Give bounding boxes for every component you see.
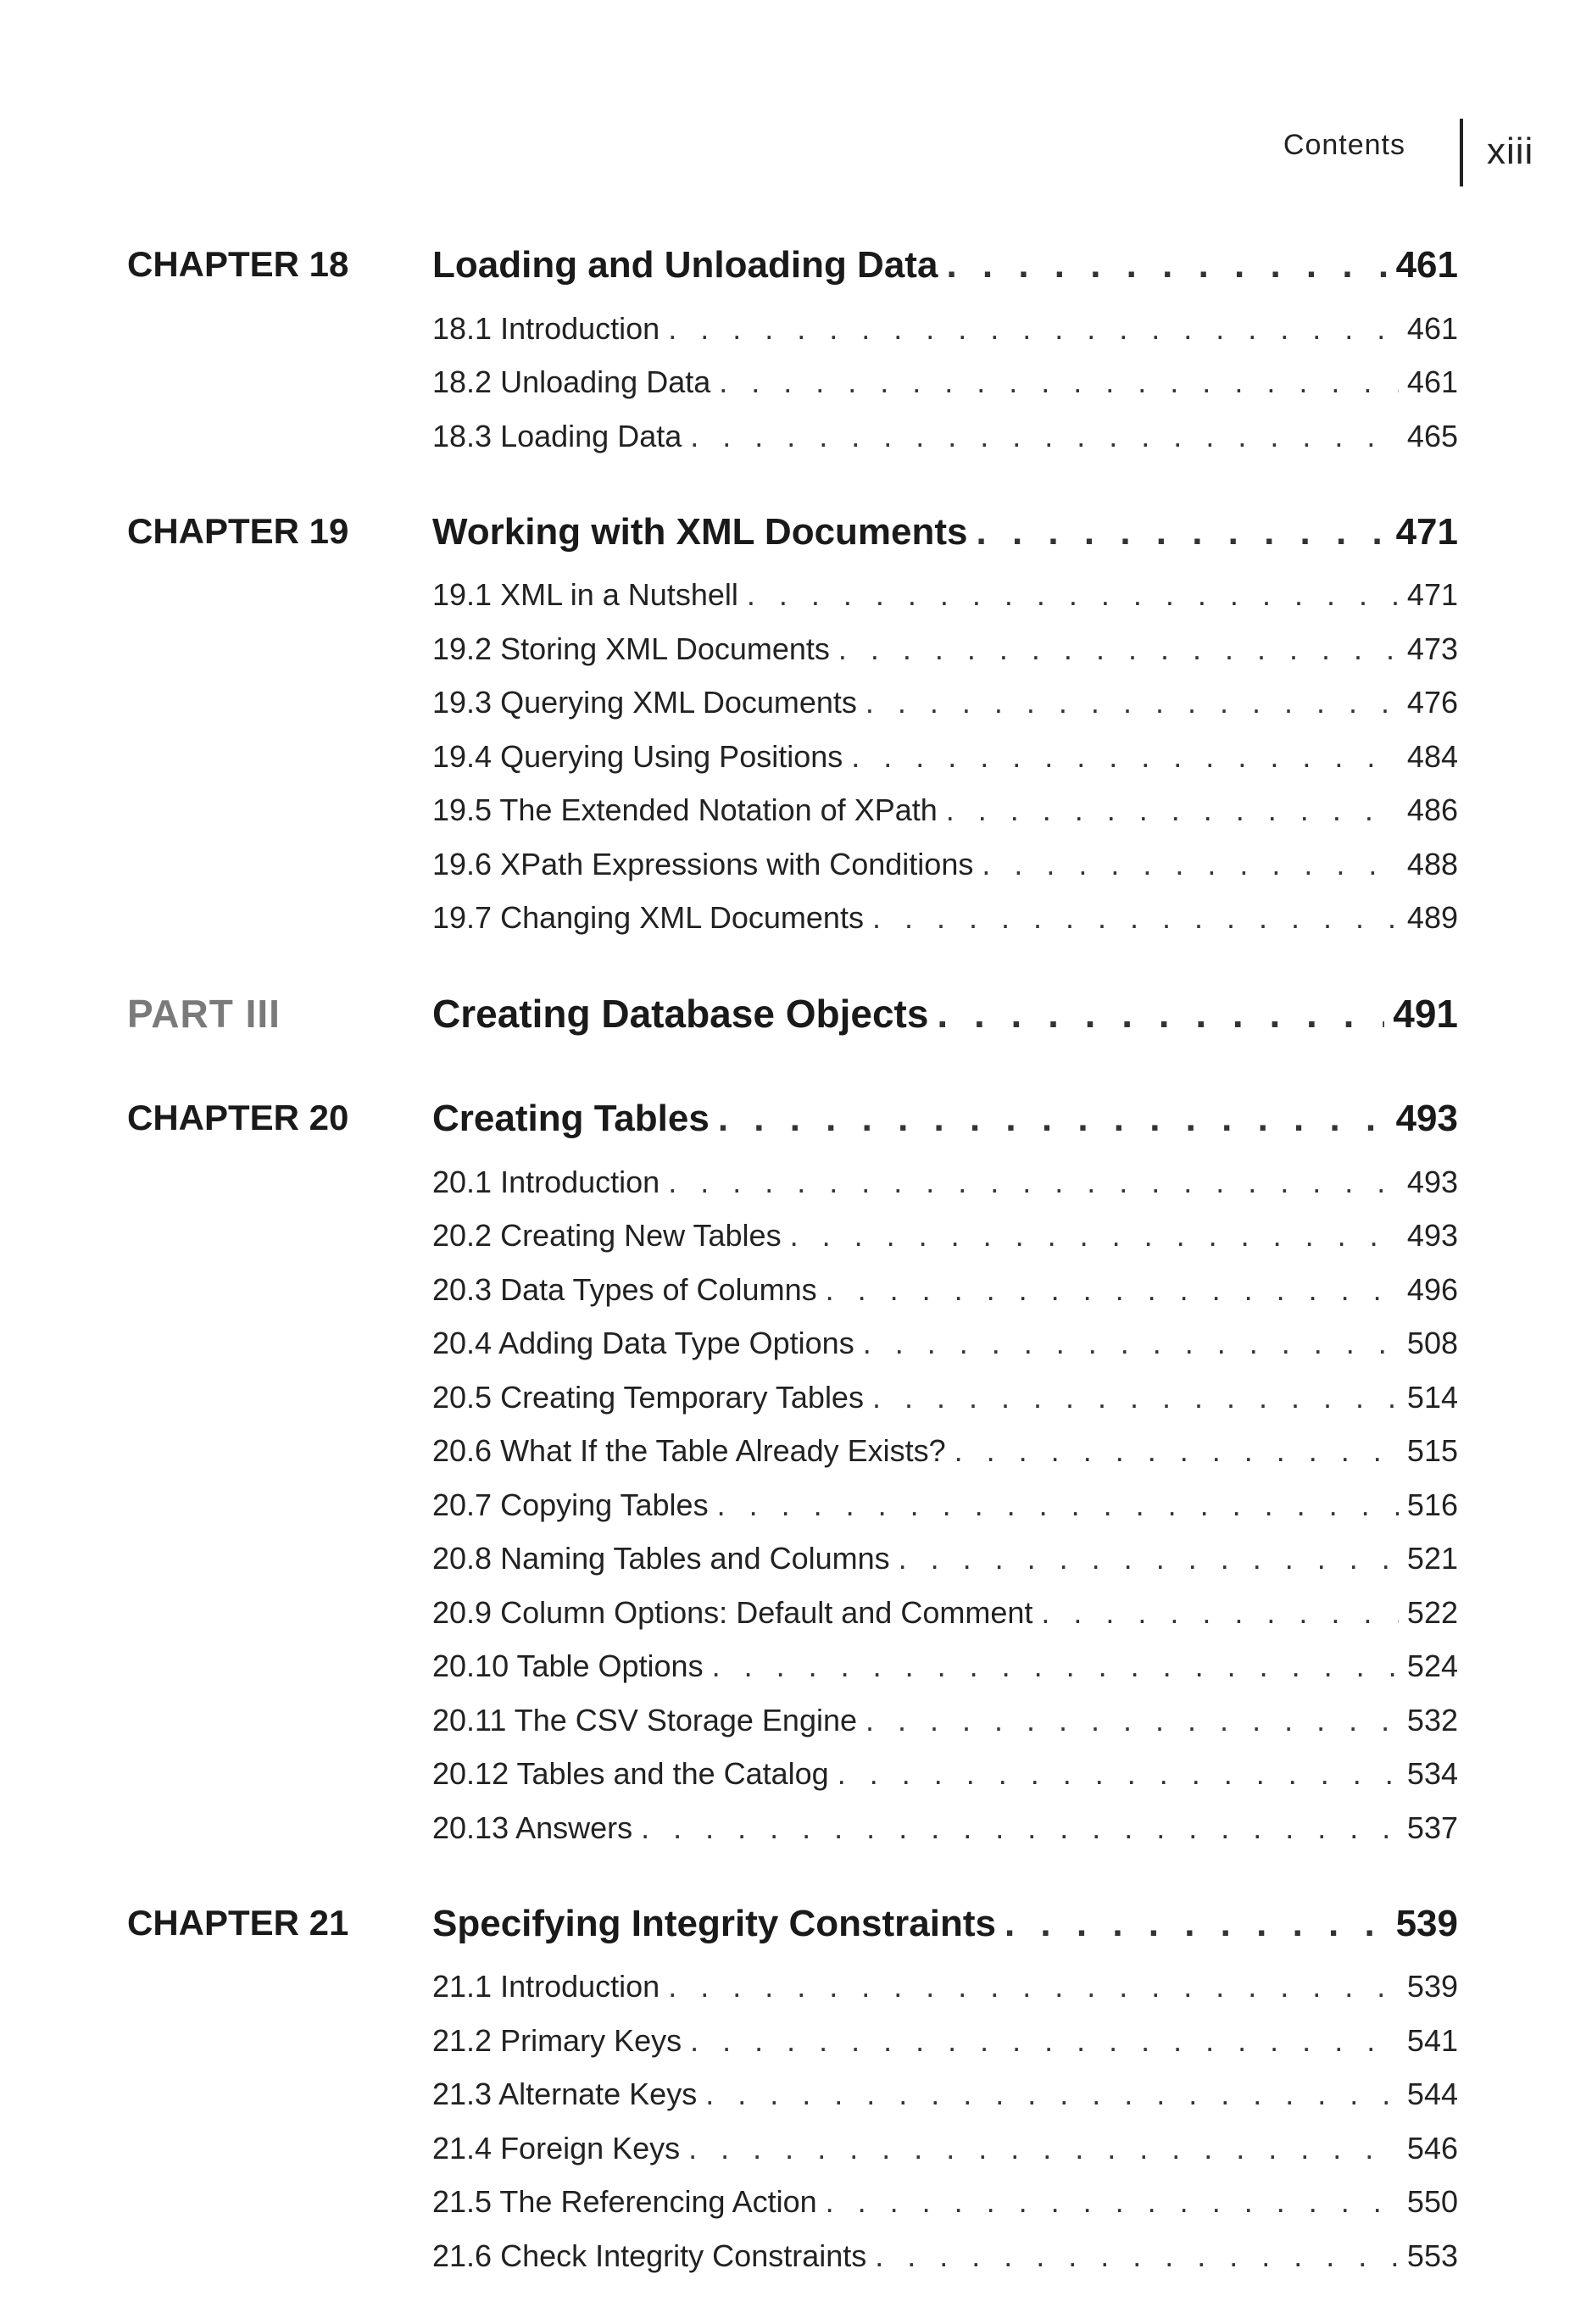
section-row — [432, 2014, 1458, 2068]
section-page-number: 546 — [1406, 2130, 1458, 2166]
dot-leader — [838, 631, 1399, 667]
section-title: 18.3 Loading Data — [432, 418, 682, 453]
chapter-heading-row — [432, 1082, 1458, 1155]
section-page-number: 461 — [1406, 364, 1458, 400]
dot-leader — [826, 2184, 1399, 2220]
section-row — [432, 1263, 1458, 1317]
dot-leader — [865, 1703, 1399, 1738]
chapter-label: CHAPTER 19 — [127, 510, 349, 551]
chapter-entries — [432, 496, 1458, 946]
section-page-number: 489 — [1406, 900, 1458, 936]
dot-leader — [946, 792, 1399, 828]
dot-leader — [690, 419, 1399, 454]
chapter-title: Creating Tables — [432, 1098, 710, 1139]
dot-leader — [719, 364, 1399, 400]
section-row — [432, 2229, 1458, 2283]
dot-leader — [1005, 1903, 1388, 1945]
section-row — [432, 1370, 1458, 1425]
section-page-number: 496 — [1406, 1271, 1458, 1307]
section-title: 20.11 The CSV Storage Engine — [432, 1702, 858, 1737]
dot-leader — [977, 511, 1388, 553]
section-row — [432, 1748, 1458, 1802]
section-title: 21.3 Alternate Keys — [432, 2077, 698, 2112]
section-page-number: 471 — [1406, 577, 1458, 613]
section-row — [432, 784, 1458, 838]
section-row — [432, 356, 1458, 410]
section-page-number: 550 — [1406, 2184, 1458, 2220]
section-page-number: 521 — [1406, 1541, 1458, 1576]
dot-leader — [863, 1326, 1399, 1361]
section-title: 20.8 Naming Tables and Columns — [432, 1541, 890, 1576]
section-page-number: 493 — [1406, 1218, 1458, 1254]
section-title: 20.2 Creating New Tables — [432, 1218, 782, 1254]
section-row — [432, 1155, 1458, 1209]
chapter-heading-row — [432, 1888, 1458, 1960]
section-row — [432, 1478, 1458, 1532]
section-title: 18.1 Introduction — [432, 310, 660, 346]
section-title: 20.4 Adding Data Type Options — [432, 1326, 854, 1361]
dot-leader — [946, 244, 1387, 286]
section-title: 20.1 Introduction — [432, 1164, 660, 1199]
section-page-number: 516 — [1406, 1487, 1458, 1522]
section-page-number: 522 — [1406, 1594, 1458, 1630]
chapter-label: CHAPTER 20 — [127, 1098, 349, 1137]
section-page-number: 553 — [1406, 2238, 1458, 2273]
section-title: 21.2 Primary Keys — [432, 2022, 682, 2058]
section-title: 20.13 Answers — [432, 1810, 633, 1845]
chapter-page-number: 493 — [1395, 1098, 1458, 1139]
dot-leader — [668, 1165, 1399, 1200]
dot-leader — [705, 2077, 1399, 2112]
dot-leader — [641, 1810, 1399, 1846]
section-page-number: 524 — [1406, 1648, 1458, 1684]
chapter-entries — [432, 229, 1458, 464]
section-page-number: 532 — [1406, 1702, 1458, 1737]
chapter-title: Working with XML Documents — [432, 510, 968, 553]
dot-leader — [826, 1272, 1399, 1308]
dot-leader — [899, 1541, 1399, 1576]
section-title: 20.5 Creating Temporary Tables — [432, 1379, 864, 1415]
dot-leader — [954, 1433, 1399, 1469]
section-title: 19.5 The Extended Notation of XPath — [432, 792, 938, 828]
chapter-heading-row — [432, 496, 1458, 569]
section-row — [432, 569, 1458, 623]
section-title: 21.4 Foreign Keys — [432, 2130, 681, 2166]
section-title: 20.3 Data Types of Columns — [432, 1271, 817, 1307]
dot-leader — [668, 311, 1399, 347]
section-page-number: 493 — [1406, 1164, 1458, 1199]
chapter-title: Creating Database Objects — [432, 992, 929, 1036]
section-page-number: 486 — [1406, 792, 1458, 828]
chapter-page-number: 471 — [1395, 510, 1458, 553]
table-of-contents — [127, 229, 1458, 2316]
chapter-label: CHAPTER 21 — [127, 1902, 349, 1943]
section-page-number: 539 — [1406, 1969, 1458, 2004]
dot-leader — [712, 1648, 1399, 1684]
section-row — [432, 1209, 1458, 1264]
section-title: 19.1 XML in a Nutshell — [432, 577, 738, 613]
dot-leader — [790, 1218, 1399, 1254]
section-title: 20.10 Table Options — [432, 1648, 704, 1684]
section-page-number: 537 — [1406, 1810, 1458, 1845]
section-title: 21.6 Check Integrity Constraints — [432, 2238, 867, 2273]
chapter-group — [127, 496, 1458, 946]
dot-leader — [718, 1098, 1388, 1140]
section-row — [432, 622, 1458, 676]
chapter-group — [127, 229, 1458, 464]
section-row — [432, 2068, 1458, 2122]
chapter-page-number: 461 — [1395, 244, 1458, 286]
section-page-number: 514 — [1406, 1379, 1458, 1415]
section-row — [432, 676, 1458, 731]
dot-leader — [851, 739, 1399, 775]
section-row — [432, 1586, 1458, 1640]
chapter-group — [127, 1082, 1458, 1855]
section-title: 20.7 Copying Tables — [432, 1487, 709, 1522]
section-row — [432, 2176, 1458, 2230]
section-page-number: 515 — [1406, 1433, 1458, 1469]
section-page-number: 461 — [1406, 310, 1458, 346]
section-title: 19.6 XPath Expressions with Conditions — [432, 846, 974, 881]
section-page-number: 465 — [1406, 418, 1458, 453]
section-title: 18.2 Unloading Data — [432, 364, 711, 400]
section-title: 19.7 Changing XML Documents — [432, 900, 864, 936]
running-head — [1263, 119, 1534, 186]
section-row — [432, 1640, 1458, 1694]
section-row — [432, 892, 1458, 946]
section-title: 20.6 What If the Table Already Exists? — [432, 1433, 946, 1469]
dot-leader — [690, 2023, 1399, 2059]
section-row — [432, 1960, 1458, 2015]
section-page-number: 508 — [1406, 1326, 1458, 1361]
chapter-page-number: 491 — [1393, 992, 1458, 1036]
part-label: PART III — [127, 992, 281, 1036]
section-row — [432, 1425, 1458, 1479]
dot-leader — [747, 577, 1399, 613]
section-page-number: 544 — [1406, 2077, 1458, 2112]
section-title: 19.3 Querying XML Documents — [432, 685, 857, 720]
section-title: 21.1 Introduction — [432, 1969, 660, 2004]
dot-leader — [865, 685, 1399, 720]
chapter-page-number: 539 — [1395, 1902, 1458, 1944]
section-row — [432, 730, 1458, 784]
dot-leader — [982, 847, 1399, 882]
section-row — [432, 2121, 1458, 2176]
dot-leader — [875, 2238, 1399, 2274]
running-head-label: Contents — [1283, 129, 1405, 161]
section-row — [432, 1317, 1458, 1371]
dot-leader — [1041, 1595, 1399, 1631]
section-row — [432, 1532, 1458, 1587]
section-page-number: 488 — [1406, 846, 1458, 881]
running-head-divider — [1460, 119, 1463, 186]
chapter-heading-row — [432, 229, 1458, 302]
section-row — [432, 302, 1458, 356]
chapter-entries — [432, 1888, 1458, 2283]
dot-leader — [668, 1969, 1399, 2004]
section-page-number: 534 — [1406, 1756, 1458, 1792]
chapter-group — [127, 1888, 1458, 2283]
page-number: xiii — [1487, 131, 1534, 172]
chapter-title: Loading and Unloading Data — [432, 244, 938, 286]
dot-leader — [872, 1380, 1399, 1415]
part-group — [127, 977, 1458, 1050]
dot-leader — [937, 991, 1384, 1037]
chapter-label: CHAPTER 18 — [127, 244, 349, 284]
section-row — [432, 1801, 1458, 1855]
chapter-entries — [432, 1082, 1458, 1855]
chapter-entries — [432, 977, 1458, 1050]
dot-leader — [717, 1487, 1399, 1523]
section-row — [432, 409, 1458, 464]
section-title: 20.12 Tables and the Catalog — [432, 1756, 829, 1792]
chapter-title: Specifying Integrity Constraints — [432, 1902, 996, 1944]
section-title: 19.2 Storing XML Documents — [432, 631, 830, 666]
section-row — [432, 837, 1458, 892]
section-title: 20.9 Column Options: Default and Comment — [432, 1594, 1033, 1630]
section-page-number: 476 — [1406, 685, 1458, 720]
section-title: 19.4 Querying Using Positions — [432, 738, 843, 774]
section-row — [432, 1693, 1458, 1748]
section-page-number: 541 — [1406, 2022, 1458, 2058]
section-page-number: 484 — [1406, 738, 1458, 774]
dot-leader — [838, 1756, 1399, 1792]
part-heading-row — [432, 977, 1458, 1050]
section-page-number: 473 — [1406, 631, 1458, 666]
section-title: 21.5 The Referencing Action — [432, 2184, 817, 2220]
dot-leader — [872, 900, 1399, 936]
dot-leader — [688, 2131, 1399, 2166]
